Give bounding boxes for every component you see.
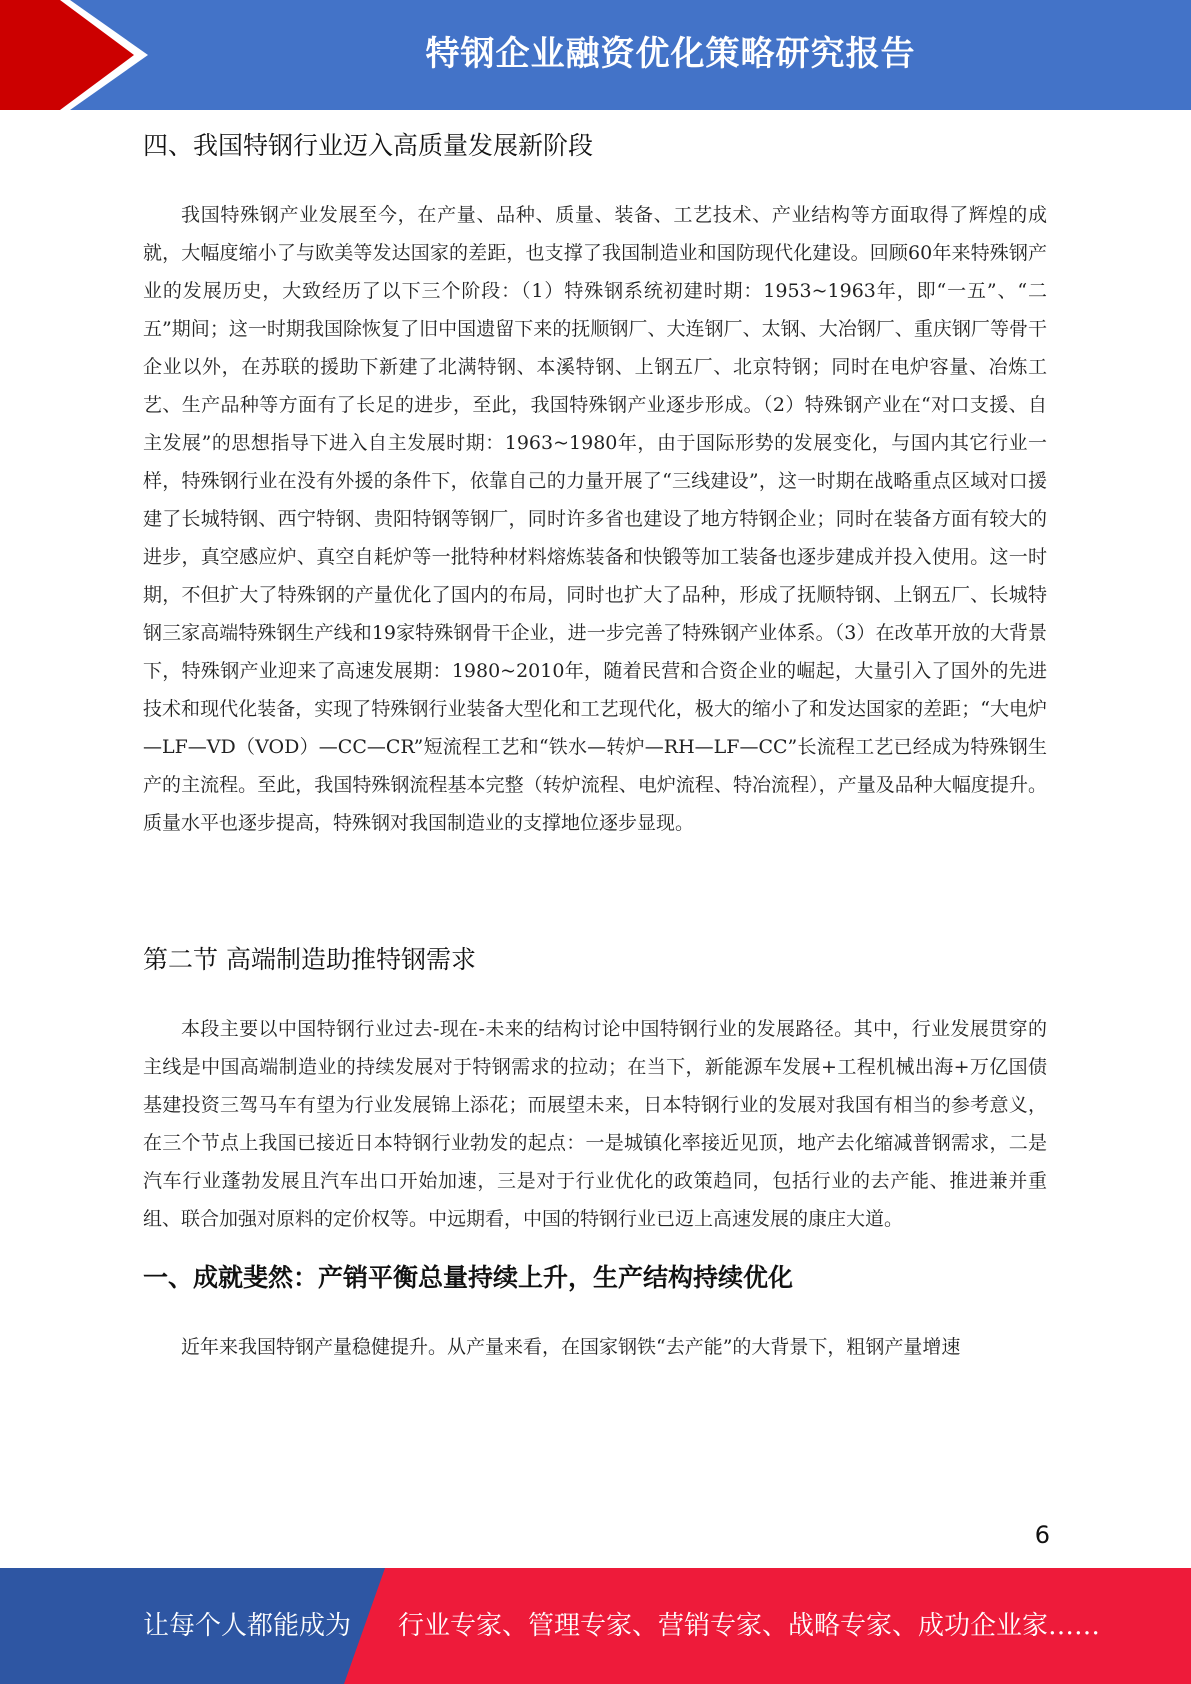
section-4-paragraph: 我国特殊钢产业发展至今，在产量、品种、质量、装备、工艺技术、产业结构等方面取得了辉煌的成就，大幅度缩小了与欧美等发达国家的差距，也支撑了我国制造业和国防现代化建设。回顾60年来特殊钢产业的发展历史，大致经历了以下三个阶段：（1）特殊钢系统初建时期：1953~1963年，即“一五”、“二五”期间；这一时期我国除恢复了旧中国遗留下来的抚顺钢厂、大连钢厂、太钢、大冶钢厂、重庆钢厂等骨干企业以外，在苏联的援助下新建了北满特钢、本溪特钢、上钢五厂、北京特钢；同时在电炉容量、冶炼工艺、生产品种等方面有了长足的进步，至此，我国特殊钢产业逐步形成。（2）特殊钢产业在“对口支援、自主发展”的思想指导下进入自主发展时期：1963~1980年，由于国际形势的发展变化，与国内其它行业一样，特殊钢行业在没有外援的条件下，依靠自己的力量开展了“三线建设”，这一时期在战略重点区域对口援建了长城特钢、西宁特钢、贵阳特钢等钢厂，同时许多省也建设了地方特钢企业；同时在装备方面有较大的进步，真空感应炉、真空自耗炉等一批特种材料熔炼装备和快锻等加工装备也逐步建成并投入使用。这一时期，不但扩大了特殊钢的产量优化了国内的布局，同时也扩大了品种，形成了抚顺特钢、上钢五厂、长城特钢三家高端特殊钢生产线和19家特殊钢骨干企业，进一步完善了特殊钢产业体系。（3）在改革开放的大背景下，特殊钢产业迎来了高速发展期：1980~2010年，随着民营和合资企业的崛起，大量引入了国外的先进技术和现代化装备，实现了特殊钢行业装备大型化和工艺现代化，极大的缩小了和发达国家的差距；“大电炉—LF—VD（VOD）—CC—CR”短流程工艺和“铁水—转炉—RH—LF—CC”长流程工艺已经成为特殊钢生产的主流程。至此，我国特殊钢流程基本完整（转炉流程、电炉流程、特冶流程），产量及品种大幅度提升。质量水平也逐步提高，特殊钢对我国制造业的支撑地位逐步显现。	[143, 204, 1047, 834]
report-footer	[0, 1568, 1191, 1684]
page-content	[143, 126, 1047, 1366]
page-number: 6	[1034, 1521, 1050, 1549]
report-title: 特钢企业融资优化策略研究报告	[425, 34, 916, 74]
section-2-paragraph: 本段主要以中国特钢行业过去-现在-未来的结构讨论中国特钢行业的发展路径。其中，行业发展贯穿的主线是中国高端制造业的持续发展对于特钢需求的拉动；在当下，新能源车发展+工程机械出海+万亿国债基建投资三驾马车有望为行业发展锦上添花；而展望未来，日本特钢行业的发展对我国有相当的参考意义，在三个节点上我国已接近日本特钢行业勃发的起点：一是城镇化率接近见顶，地产去化缩减普钢需求，二是汽车行业蓬勃发展且汽车出口开始加速，三是对于行业优化的政策趋同，包括行业的去产能、推进兼并重组、联合加强对原料的定价权等。中远期看，中国的特钢行业已迈上高速发展的康庄大道。	[143, 1018, 1047, 1230]
footer-slogan-left: 让每个人都能成为	[143, 1611, 352, 1641]
subsection-1-heading: 一、成就斐然：产销平衡总量持续上升，生产结构持续优化	[143, 1263, 794, 1292]
footer-slogan-right: 行业专家、管理专家、营销专家、战略专家、成功企业家……	[398, 1611, 1101, 1641]
header-arrow-icon	[0, 0, 160, 110]
section-2-heading: 第二节 高端制造助推特钢需求	[143, 945, 476, 974]
report-header	[0, 0, 1191, 110]
section-4-heading: 四、我国特钢行业迈入高质量发展新阶段	[143, 131, 594, 160]
subsection-1-paragraph: 近年来我国特钢产量稳健提升。从产量来看，在国家钢铁“去产能”的大背景下，粗钢产量增速	[181, 1336, 961, 1358]
